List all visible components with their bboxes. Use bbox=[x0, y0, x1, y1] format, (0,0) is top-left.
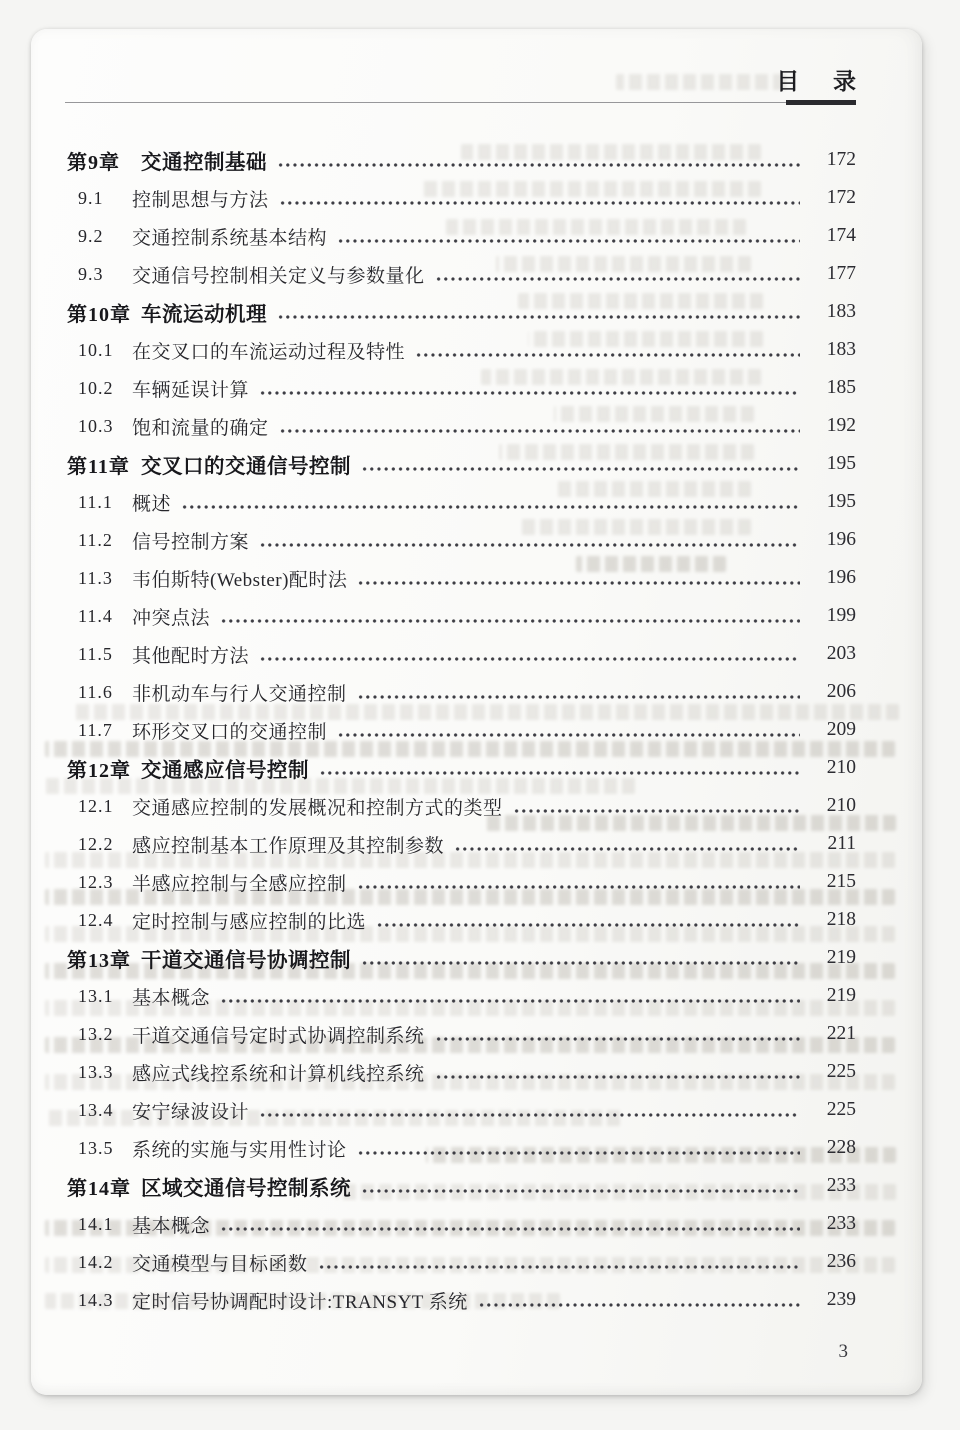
toc-entry bbox=[65, 977, 856, 1015]
toc-entry-label: 11.2 bbox=[78, 529, 113, 550]
toc-entry-label: 12.4 bbox=[78, 909, 114, 930]
toc-entry-title: 半感应控制与全感应控制 bbox=[132, 873, 347, 895]
toc-entry-label: 第9章 bbox=[67, 151, 120, 174]
toc-entry-title: 非机动车与行人交通控制 bbox=[132, 683, 347, 705]
toc-entry-page: 196 bbox=[826, 567, 856, 588]
toc-entry-page: 185 bbox=[826, 377, 856, 398]
toc-dot-leader bbox=[361, 467, 800, 471]
toc-entry-page: 174 bbox=[826, 225, 856, 246]
toc-entry-page: 203 bbox=[826, 643, 856, 664]
toc-entry-label: 10.1 bbox=[78, 339, 114, 360]
toc-entry-label: 11.4 bbox=[78, 605, 113, 626]
toc-entry-title: 交叉口的交通信号控制 bbox=[141, 456, 351, 478]
toc-entry bbox=[65, 1205, 856, 1243]
toc-entry-label: 11.7 bbox=[78, 719, 113, 740]
toc-entry-page: 221 bbox=[826, 1023, 856, 1044]
toc-entry-label: 13.1 bbox=[78, 985, 114, 1006]
toc-entry-title: 车流运动机理 bbox=[141, 304, 267, 326]
toc-dot-leader bbox=[435, 1075, 800, 1079]
toc-entry-label: 10.3 bbox=[78, 415, 114, 436]
toc-entry bbox=[65, 407, 856, 445]
toc-entry-label: 12.2 bbox=[78, 833, 114, 854]
toc-entry-title: 其他配时方法 bbox=[132, 645, 250, 667]
toc-dot-leader bbox=[220, 619, 800, 623]
toc-entry-label: 11.5 bbox=[78, 643, 113, 664]
toc-entry-title: 感应式线控系统和计算机线控系统 bbox=[132, 1063, 425, 1085]
toc-entry-page: 172 bbox=[826, 187, 856, 208]
toc-entry bbox=[65, 293, 856, 331]
header-title: 目 录 bbox=[776, 69, 870, 94]
toc-entry-label: 14.3 bbox=[78, 1289, 114, 1310]
book-page bbox=[31, 29, 922, 1395]
toc-entry-title: 在交叉口的车流运动过程及特性 bbox=[132, 341, 406, 363]
toc-entry-title: 交通信号控制相关定义与参数量化 bbox=[132, 265, 425, 287]
toc-entry bbox=[65, 825, 856, 863]
toc-dot-leader bbox=[361, 961, 800, 965]
toc-entry bbox=[65, 483, 856, 521]
toc-entry-title: 信号控制方案 bbox=[132, 531, 250, 553]
toc-entry-label: 14.1 bbox=[78, 1213, 114, 1234]
toc-entry-title: 感应控制基本工作原理及其控制参数 bbox=[132, 835, 445, 857]
toc-entry-title: 交通控制系统基本结构 bbox=[132, 227, 328, 249]
toc-entry bbox=[65, 559, 856, 597]
toc-entry-label: 13.3 bbox=[78, 1061, 114, 1082]
toc-entry-page: 172 bbox=[826, 149, 856, 170]
toc-entry bbox=[65, 711, 856, 749]
toc-dot-leader bbox=[318, 1265, 800, 1269]
toc-entry-page: 215 bbox=[826, 871, 856, 892]
toc-entry-page: 195 bbox=[826, 453, 856, 474]
toc-dot-leader bbox=[319, 771, 800, 775]
page-header bbox=[65, 69, 870, 105]
toc-entry bbox=[65, 141, 856, 179]
toc-entry-page: 183 bbox=[826, 339, 856, 360]
toc-entry bbox=[65, 1053, 856, 1091]
toc-dot-leader bbox=[277, 315, 800, 319]
toc-entry bbox=[65, 863, 856, 901]
toc-entry bbox=[65, 1167, 856, 1205]
toc-entry-page: 209 bbox=[826, 719, 856, 740]
toc-dot-leader bbox=[279, 429, 800, 433]
toc-entry-title: 基本概念 bbox=[132, 987, 211, 1009]
toc-entry bbox=[65, 1015, 856, 1053]
toc-entry bbox=[65, 787, 856, 825]
toc-entry-title: 安宁绿波设计 bbox=[132, 1101, 250, 1123]
toc-entry bbox=[65, 749, 856, 787]
toc-dot-leader bbox=[259, 543, 800, 547]
toc-entry bbox=[65, 635, 856, 673]
toc-entry-label: 13.4 bbox=[78, 1099, 114, 1120]
toc-entry-title: 饱和流量的确定 bbox=[132, 417, 269, 439]
toc-entry-title: 干道交通信号定时式协调控制系统 bbox=[132, 1025, 425, 1047]
toc-dot-leader bbox=[376, 923, 800, 927]
toc-entry-label: 10.2 bbox=[78, 377, 114, 398]
toc-entry bbox=[65, 217, 856, 255]
toc-dot-leader bbox=[259, 391, 800, 395]
toc-dot-leader bbox=[220, 1227, 800, 1231]
toc-entry-page: 183 bbox=[826, 301, 856, 322]
toc-entry bbox=[65, 901, 856, 939]
toc-entry bbox=[65, 1281, 856, 1319]
toc-entry bbox=[65, 179, 856, 217]
toc-entry-title: 系统的实施与实用性讨论 bbox=[132, 1139, 347, 1161]
toc-entry-label: 11.1 bbox=[78, 491, 113, 512]
toc-entry-label: 第14章 bbox=[67, 1177, 131, 1200]
toc-entry-page: 177 bbox=[826, 263, 856, 284]
toc-entry-page: 219 bbox=[826, 985, 856, 1006]
toc-entry-page: 192 bbox=[826, 415, 856, 436]
toc-entry bbox=[65, 1129, 856, 1167]
toc-entry-page: 210 bbox=[826, 757, 856, 778]
toc-entry-page: 225 bbox=[826, 1099, 856, 1120]
toc-dot-leader bbox=[435, 1037, 800, 1041]
toc-entry-page: 211 bbox=[827, 833, 856, 854]
toc-entry-label: 第12章 bbox=[67, 759, 131, 782]
toc-entry bbox=[65, 521, 856, 559]
toc-dot-leader bbox=[357, 885, 800, 889]
toc-entry-label: 14.2 bbox=[78, 1251, 114, 1272]
toc-dot-leader bbox=[220, 999, 800, 1003]
folio-page-number: 3 bbox=[838, 1341, 848, 1362]
toc-entry-title: 冲突点法 bbox=[132, 607, 211, 629]
toc-entry-title: 控制思想与方法 bbox=[132, 189, 269, 211]
toc-entry bbox=[65, 255, 856, 293]
toc-dot-leader bbox=[454, 847, 800, 851]
toc-entry-page: 236 bbox=[826, 1251, 856, 1272]
header-rule-accent bbox=[786, 100, 856, 105]
toc-entry-label: 13.2 bbox=[78, 1023, 114, 1044]
toc-dot-leader bbox=[361, 1189, 800, 1193]
toc-entry bbox=[65, 597, 856, 635]
toc-dot-leader bbox=[337, 733, 800, 737]
toc-list bbox=[65, 141, 856, 1319]
toc-entry-title: 基本概念 bbox=[132, 1215, 211, 1237]
toc-entry-label: 11.6 bbox=[78, 681, 113, 702]
toc-entry-title: 交通控制基础 bbox=[141, 152, 267, 174]
toc-entry bbox=[65, 939, 856, 977]
toc-entry-label: 第10章 bbox=[67, 303, 131, 326]
toc-entry-label: 11.3 bbox=[78, 567, 113, 588]
toc-dot-leader bbox=[415, 353, 800, 357]
toc-entry bbox=[65, 445, 856, 483]
toc-entry bbox=[65, 1243, 856, 1281]
toc-entry-title: 车辆延误计算 bbox=[132, 379, 250, 401]
toc-entry-label: 12.1 bbox=[78, 795, 114, 816]
toc-entry-title: 韦伯斯特(Webster)配时法 bbox=[132, 569, 348, 591]
toc-entry bbox=[65, 1091, 856, 1129]
toc-entry bbox=[65, 331, 856, 369]
toc-entry-page: 219 bbox=[826, 947, 856, 968]
toc-entry-title: 交通感应信号控制 bbox=[141, 760, 309, 782]
header-rule bbox=[65, 102, 856, 105]
toc-dot-leader bbox=[181, 505, 800, 509]
toc-entry-page: 225 bbox=[826, 1061, 856, 1082]
toc-entry-page: 233 bbox=[826, 1175, 856, 1196]
toc-entry-title: 定时控制与感应控制的比选 bbox=[132, 911, 367, 933]
toc-entry-page: 233 bbox=[826, 1213, 856, 1234]
toc-dot-leader bbox=[337, 239, 800, 243]
toc-entry-page: 210 bbox=[826, 795, 856, 816]
toc-dot-leader bbox=[357, 581, 800, 585]
toc-dot-leader bbox=[513, 809, 800, 813]
toc-entry-page: 195 bbox=[826, 491, 856, 512]
toc-entry-page: 239 bbox=[826, 1289, 856, 1310]
toc-entry-page: 218 bbox=[826, 909, 856, 930]
toc-dot-leader bbox=[279, 201, 800, 205]
toc-entry-page: 196 bbox=[826, 529, 856, 550]
toc-dot-leader bbox=[277, 163, 800, 167]
toc-entry-title: 区域交通信号控制系统 bbox=[141, 1178, 351, 1200]
toc-entry bbox=[65, 673, 856, 711]
toc-entry-page: 206 bbox=[826, 681, 856, 702]
toc-entry-title: 交通模型与目标函数 bbox=[132, 1253, 308, 1275]
toc-entry-label: 12.3 bbox=[78, 871, 114, 892]
toc-entry-title: 概述 bbox=[132, 493, 172, 515]
toc-dot-leader bbox=[259, 1113, 800, 1117]
toc-entry-label: 9.2 bbox=[78, 225, 104, 246]
toc-entry-page: 199 bbox=[826, 605, 856, 626]
toc-entry-title: 交通感应控制的发展概况和控制方式的类型 bbox=[132, 797, 503, 819]
toc-dot-leader bbox=[435, 277, 800, 281]
toc-dot-leader bbox=[357, 1151, 800, 1155]
toc-entry-label: 第11章 bbox=[67, 455, 130, 478]
toc-dot-leader bbox=[357, 695, 800, 699]
toc-dot-leader bbox=[478, 1303, 800, 1307]
toc-entry-label: 13.5 bbox=[78, 1137, 114, 1158]
toc-entry-title: 定时信号协调配时设计:TRANSYT 系统 bbox=[132, 1291, 468, 1313]
toc-dot-leader bbox=[259, 657, 800, 661]
toc-entry-label: 9.1 bbox=[78, 187, 104, 208]
toc-entry-page: 228 bbox=[826, 1137, 856, 1158]
toc-entry-label: 第13章 bbox=[67, 949, 131, 972]
toc-entry bbox=[65, 369, 856, 407]
toc-entry-title: 干道交通信号协调控制 bbox=[141, 950, 351, 972]
toc-entry-title: 环形交叉口的交通控制 bbox=[132, 721, 328, 743]
toc-entry-label: 9.3 bbox=[78, 263, 104, 284]
